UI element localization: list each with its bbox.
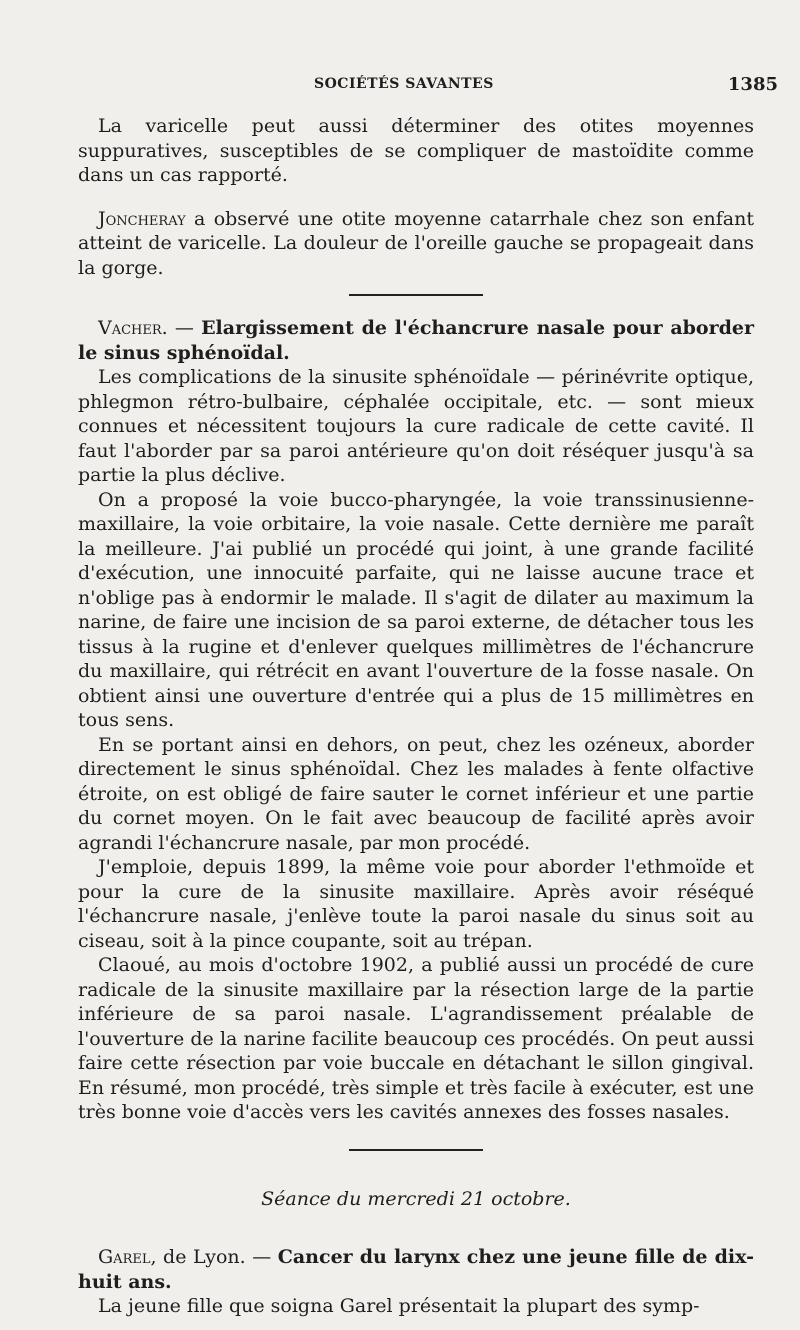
garel-place: , de Lyon.	[150, 1246, 246, 1268]
garel-paragraph: La jeune fille que soigna Garel présentait la plupart des symp-	[98, 1295, 700, 1317]
vacher-paragraph: Les complications de la sinusite sphénoïdale — périnévrite optique, phlegmon rétro-bulbaire, céphalée occipitale, etc. — sont mieux connues et nécessitent toujours la cure radicale de cette cavité. Il faut l'aborder par sa paroi antérieure qu'on doit réséquer jusqu'à sa partie la plus déclive.	[78, 366, 754, 486]
vacher-paragraph: On a proposé la voie bucco-pharyngée, la voie transsinusienne-maxillaire, la voie orbitaire, la voie nasale. Cette dernière me paraît la meilleure. J'ai publié un procédé qui joint, à une grande facilité d'exécution, une innocuité parfaite, qui ne laisse aucune trace et n'oblige pas à endormir le malade. Il s'agit de dilater au maximum la narine, de faire une incision de sa paroi externe, de détacher tous les tissus à la rugine et d'enlever quelques millimètres de l'échancrure du maxillaire, qui rétrécit en avant l'ouverture de la fosse nasale. On obtient ainsi une ouverture d'entrée qui a plus de 15 millimètres en tous sens.	[78, 488, 754, 731]
paragraph-joncheray	[78, 207, 754, 281]
paragraph-joncheray-text: a observé une otite moyenne catarrhale chez son enfant atteint de varicelle. La douleur de l'oreille gauche se propageait dans la gorge.	[78, 207, 754, 279]
session-heading: Séance du mercredi 21 octobre.	[261, 1187, 571, 1210]
heading-dash: —	[245, 1246, 278, 1268]
heading-dash: —	[167, 317, 202, 339]
vacher-paragraph: En se portant ainsi en dehors, on peut, chez les ozéneux, aborder directement le sinus sphénoïdal. Chez les malades à fente olfactive étroite, on est obligé de faire sauter le cornet inférieur et une partie du cornet moyen. On le fait avec beaucoup de facilité après avoir agrandi l'échancrure nasale, par mon procédé.	[78, 733, 754, 854]
author-joncheray: Joncheray	[98, 207, 186, 230]
vacher-title: Elargissement de l'échancrure nasale pour aborder le sinus sphénoïdal.	[78, 317, 754, 364]
garel-heading	[78, 1245, 754, 1294]
page-body	[78, 114, 754, 1319]
paragraph-varicelle: La varicelle peut aussi déterminer des otites moyennes suppuratives, susceptibles de se compliquer de mastoïdite comme dans un cas rapporté.	[78, 115, 754, 186]
garel-title: Cancer du larynx chez une jeune fille de dix-huit ans.	[78, 1246, 754, 1293]
section-divider	[349, 294, 483, 296]
section-divider	[349, 1149, 483, 1151]
author-vacher: Vacher.	[98, 317, 168, 339]
vacher-heading	[78, 316, 754, 365]
vacher-paragraph: J'emploie, depuis 1899, la même voie pour aborder l'ethmoïde et pour la cure de la sinusite maxillaire. Après avoir réséqué l'échancrure nasale, j'enlève toute la paroi nasale du sinus soit au ciseau, soit à la pince coupante, soit au trépan.	[78, 856, 754, 952]
running-title: SOCIÉTÉS SAVANTES	[314, 76, 494, 92]
page-header	[78, 74, 778, 98]
vacher-paragraph: Claoué, au mois d'octobre 1902, a publié aussi un procédé de cure radicale de la sinusite maxillaire par la résection large de la partie inférieure de sa paroi nasale. L'agrandissement préalable de l'ouverture de la narine facilite beaucoup ces procédés. On peut aussi faire cette résection par voie buccale en détachant le sillon gingival. En résumé, mon procédé, très simple et très facile à exécuter, est une très bonne voie d'accès vers les cavités annexes des fosses nasales.	[78, 954, 754, 1123]
author-garel: Garel	[98, 1246, 151, 1268]
page-number: 1385	[727, 74, 778, 95]
